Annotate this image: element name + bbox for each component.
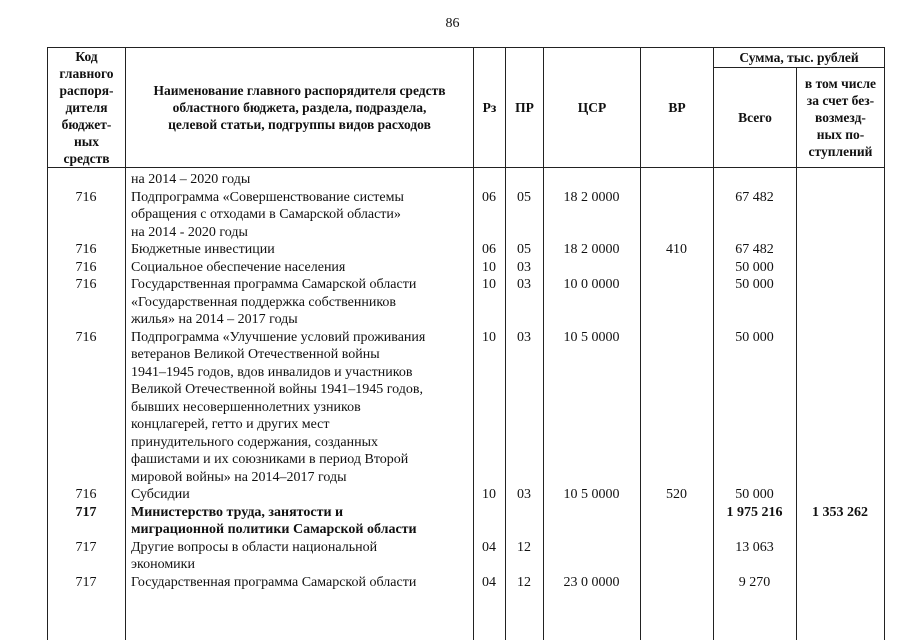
row-csr: 10 5 0000	[563, 487, 620, 502]
row-code: 716	[75, 487, 97, 502]
header-sum	[713, 47, 885, 68]
row-total: 67 482	[735, 189, 774, 205]
row-code: 717	[75, 574, 97, 590]
header-name-line: целевой статьи, подгруппы видов расходов	[168, 117, 431, 132]
row-code: 716	[75, 242, 97, 257]
row-name-line: экономики	[131, 557, 195, 572]
header-sum-text: Сумма, тыс. рублей	[739, 50, 859, 65]
row-name-line: Подпрограмма «Улучшение условий проживания	[131, 329, 426, 345]
row-code: 716	[75, 277, 97, 292]
row-rz: 10	[482, 259, 496, 275]
row-total: 50 000	[735, 329, 774, 345]
row-rz: 06	[482, 242, 496, 257]
row-name-line: Бюджетные инвестиции	[131, 242, 275, 257]
column-divider	[640, 167, 641, 640]
row-name-line: Подпрограмма «Совершенствование системы	[131, 189, 404, 205]
header-code-line: бюджет-	[61, 117, 112, 132]
row-name-line: Субсидии	[131, 487, 190, 502]
row-rz: 06	[482, 189, 496, 205]
row-name-line: фашистами и их союзниками в период Второй	[131, 452, 409, 467]
row-total: 13 063	[735, 539, 774, 555]
header-csr-text: ЦСР	[577, 100, 607, 115]
header-code-line: распоря-	[59, 83, 114, 98]
row-total: 50 000	[735, 487, 774, 502]
row-pr: 05	[517, 189, 531, 205]
row-csr: 18 2 0000	[563, 242, 620, 257]
header-free-line: за счет без-	[806, 93, 875, 108]
header-vr	[640, 47, 714, 168]
row-code: 716	[75, 329, 97, 345]
header-total	[713, 67, 797, 168]
row-pr: 03	[517, 329, 531, 345]
header-code	[47, 47, 126, 168]
header-rz-text: Рз	[482, 100, 497, 115]
header-name	[125, 47, 474, 168]
row-pr: 03	[517, 487, 531, 502]
header-code-line: ных	[73, 134, 100, 149]
header-pr-text: ПР	[515, 100, 534, 115]
row-csr: 10 0 0000	[563, 277, 620, 292]
row-name-line: Другие вопросы в области национальной	[131, 539, 378, 555]
row-free: 1 353 262	[812, 504, 868, 520]
row-rz: 04	[482, 539, 496, 555]
header-name-line: Наименование главного распорядителя средств	[153, 83, 446, 98]
header-pr	[505, 47, 544, 168]
row-code: 716	[75, 259, 97, 275]
row-code: 717	[75, 539, 97, 555]
row-pr: 12	[517, 539, 531, 555]
row-name-line: на 2014 – 2020 годы	[131, 172, 251, 187]
row-total: 67 482	[735, 242, 774, 257]
header-free-line: возмезд-	[815, 110, 866, 125]
row-rz: 10	[482, 487, 496, 502]
row-total: 50 000	[735, 277, 774, 292]
column-divider	[505, 167, 506, 640]
header-free-line: в том числе	[804, 76, 877, 91]
header-code-line: главного	[59, 66, 114, 81]
header-free-line: ных по-	[816, 127, 865, 142]
row-name-line: концлагерей, гетто и других мест	[131, 417, 330, 432]
row-rz: 10	[482, 277, 496, 292]
column-divider	[125, 167, 126, 640]
row-total: 1 975 216	[726, 504, 783, 520]
row-vr: 520	[666, 487, 687, 502]
row-pr: 03	[517, 277, 531, 292]
row-name-line: Государственная программа Самарской области	[131, 574, 417, 590]
row-total: 50 000	[735, 259, 774, 275]
row-name-line: жилья» на 2014 – 2017 годы	[131, 312, 298, 327]
row-pr: 03	[517, 259, 531, 275]
row-name-line: ветеранов Великой Отечественной войны	[131, 347, 380, 362]
row-rz: 04	[482, 574, 496, 590]
row-name-line: принудительного содержания, созданных	[131, 434, 378, 450]
row-name-line: миграционной политики Самарской области	[131, 522, 417, 537]
header-free-line: ступлений	[808, 144, 873, 159]
header-name-line: областного бюджета, раздела, подраздела,	[172, 100, 427, 115]
row-name-line: Великой Отечественной войны 1941–1945 годов,	[131, 382, 423, 397]
column-divider	[473, 167, 474, 640]
header-total-text: Всего	[738, 110, 772, 125]
row-csr: 23 0 0000	[563, 574, 620, 590]
row-code: 716	[75, 189, 97, 205]
row-name-line: мировой войны» на 2014–2017 годы	[131, 469, 347, 485]
header-csr	[543, 47, 641, 168]
row-total: 9 270	[738, 574, 771, 590]
header-code-line: Код	[75, 49, 98, 64]
column-divider	[543, 167, 544, 640]
row-name-line: Социальное обеспечение населения	[131, 259, 346, 275]
row-csr: 18 2 0000	[563, 189, 620, 205]
row-name-line: Государственная программа Самарской области	[131, 277, 417, 292]
row-name-line: бывших несовершеннолетних узников	[131, 399, 361, 415]
header-code-line: дителя	[65, 100, 108, 115]
row-name-line: Министерство труда, занятости и	[131, 504, 344, 520]
column-divider	[884, 167, 885, 640]
header-rz	[473, 47, 506, 168]
page-number: 86	[445, 16, 460, 31]
column-divider	[713, 167, 714, 640]
row-pr: 05	[517, 242, 531, 257]
column-divider	[796, 167, 797, 640]
row-rz: 10	[482, 329, 496, 345]
row-name-line: 1941–1945 годов, вдов инвалидов и участников	[131, 364, 413, 380]
row-csr: 10 5 0000	[563, 329, 620, 345]
row-code: 717	[75, 504, 97, 520]
header-code-line: средств	[63, 151, 110, 166]
row-vr: 410	[666, 242, 687, 257]
header-free	[796, 67, 885, 168]
column-divider	[47, 167, 48, 640]
row-name-line: «Государственная поддержка собственников	[131, 294, 397, 310]
row-name-line: обращения с отходами в Самарской области»	[131, 207, 401, 222]
header-vr-text: ВР	[668, 100, 686, 115]
row-name-line: на 2014 - 2020 годы	[131, 224, 248, 240]
row-pr: 12	[517, 574, 531, 590]
